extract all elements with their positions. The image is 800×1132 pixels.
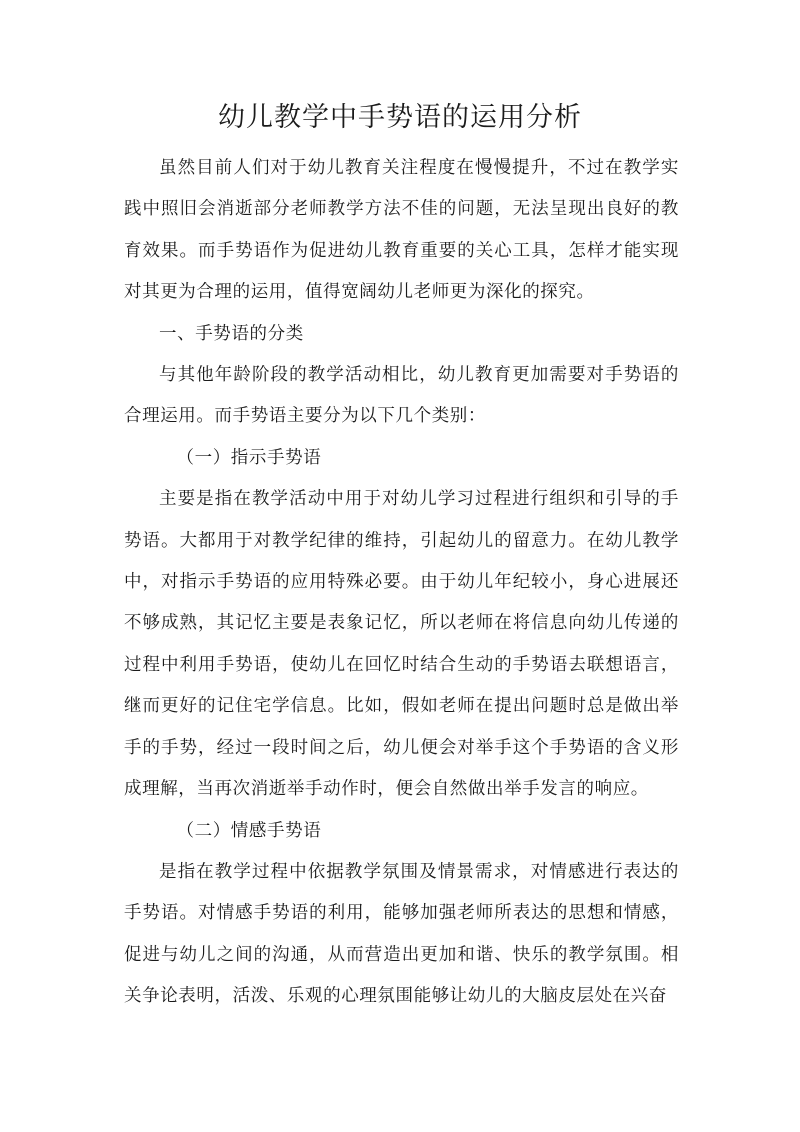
subsection-heading-indicative: （一）指示手势语 — [176, 447, 322, 468]
subsection-heading-emotional: （二）情感手势语 — [176, 820, 322, 841]
document-body — [124, 148, 679, 1018]
document-title: 幼儿教学中手势语的运用分析 — [218, 102, 582, 133]
classification-paragraph: 与其他年龄阶段的教学活动相比，幼儿教育更加需要对手势语的合理运用。而手势语主要分为以下几个类别： — [124, 365, 679, 427]
intro-paragraph: 虽然目前人们对于幼儿教育关注程度在慢慢提升，不过在教学实践中照旧会消逝部分老师教学方法不佳的问题，无法呈现出良好的教育效果。而手势语作为促进幼儿教育重要的关心工具，怎样才能实现对其更为合理的运用，值得宽阔幼儿老师更为深化的探究。 — [124, 158, 679, 303]
indicative-gesture-paragraph: 主要是指在教学活动中用于对幼儿学习过程进行组织和引导的手势语。大都用于对教学纪律的维持，引起幼儿的留意力。在幼儿教学中，对指示手势语的应用特殊必要。由于幼儿年纪较小，身心进展还不够成熟，其记忆主要是表象记忆，所以老师在将信息向幼儿传递的过程中利用手势语，使幼儿在回忆时结合生动的手势语去联想语言，继而更好的记住宅学信息。比如，假如老师在提出问题时总是做出举手的手势，经过一段时间之后，幼儿便会对举手这个手势语的含义形成理解，当再次消逝举手动作时，便会自然做出举手发言的响应。 — [124, 489, 679, 800]
emotional-gesture-paragraph: 是指在教学过程中依据教学氛围及情景需求，对情感进行表达的手势语。对情感手势语的利用，能够加强老师所表达的思想和情感，促进与幼儿之间的沟通，从而营造出更加和谐、快乐的教学氛围。相关争论表明，活泼、乐观的心理氛围能够让幼儿的大脑皮层处在兴奋 — [124, 861, 679, 1007]
section-heading-classification: 一、手势语的分类 — [159, 323, 304, 344]
